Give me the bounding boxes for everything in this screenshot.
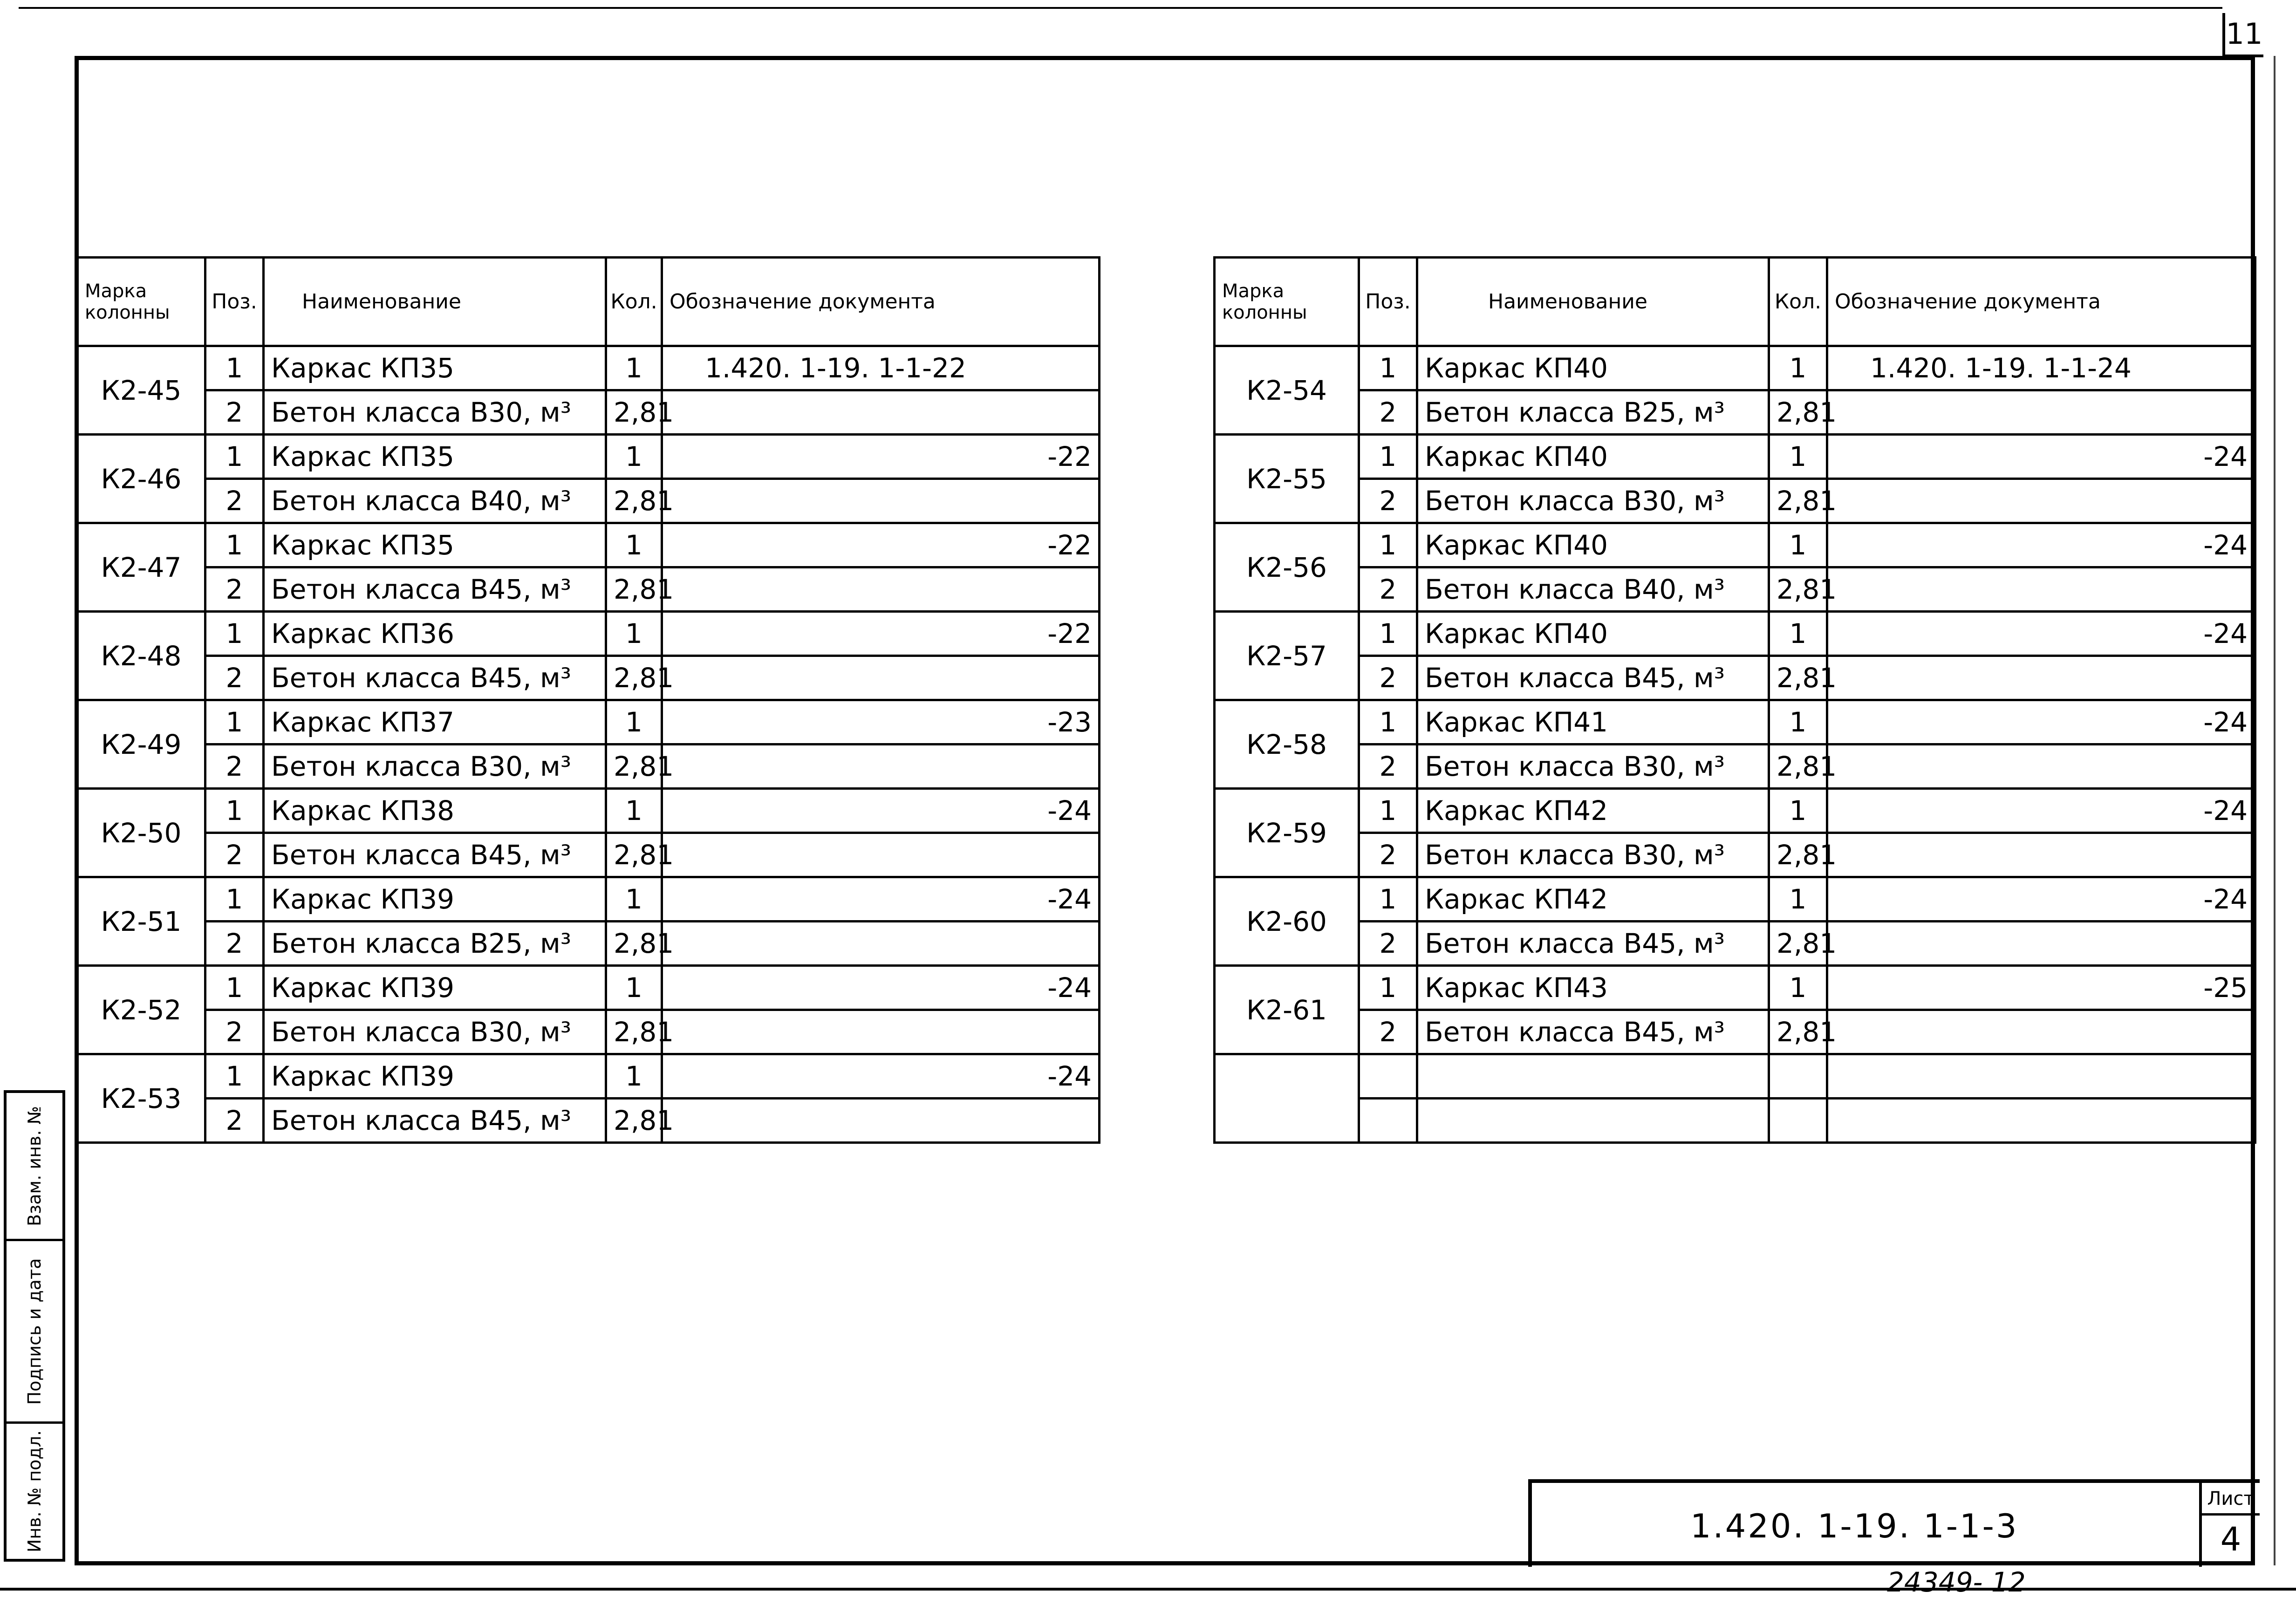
document-reference: -24	[1827, 789, 2255, 833]
column-mark: К2-53	[77, 1054, 205, 1143]
header-name: Наименование	[1417, 258, 1769, 346]
quantity: 1	[606, 523, 662, 567]
position-number: 2	[1359, 744, 1417, 789]
position-number: 1	[205, 346, 264, 390]
column-mark: К2-54	[1215, 346, 1359, 435]
quantity: 1	[1769, 966, 1827, 1010]
column-mark: К2-56	[1215, 523, 1359, 612]
quantity: 1	[1769, 700, 1827, 744]
quantity: 1	[1769, 346, 1827, 390]
document-reference	[662, 1099, 1100, 1143]
table-row	[1215, 789, 2255, 833]
side-stamp	[4, 1090, 65, 1562]
item-name: Бетон класса В45, м³	[264, 833, 606, 877]
item-name: Каркас КП39	[264, 966, 606, 1010]
table-row	[77, 656, 1100, 700]
table-row	[77, 700, 1100, 744]
item-name: Бетон класса В45, м³	[264, 1099, 606, 1143]
table-row	[1215, 523, 2255, 567]
quantity: 2,81	[1769, 922, 1827, 966]
quantity: 2,81	[606, 479, 662, 523]
position-number: 1	[205, 435, 264, 479]
table-row	[1215, 833, 2255, 877]
position-number: 1	[205, 966, 264, 1010]
position-number: 1	[205, 1054, 264, 1099]
header-mark: Марка колонны	[77, 258, 205, 346]
position-number: 2	[1359, 390, 1417, 435]
table-row	[77, 789, 1100, 833]
document-reference	[662, 567, 1100, 612]
position-number: 1	[1359, 523, 1417, 567]
quantity: 1	[606, 789, 662, 833]
quantity: 2,81	[1769, 744, 1827, 789]
table-row	[77, 744, 1100, 789]
position-number: 2	[205, 479, 264, 523]
quantity: 1	[1769, 612, 1827, 656]
position-number: 1	[1359, 789, 1417, 833]
top-border-line	[19, 7, 2222, 9]
item-name: Бетон класса В45, м³	[264, 567, 606, 612]
table-row	[1215, 1010, 2255, 1054]
document-reference	[662, 922, 1100, 966]
title-block	[1528, 1479, 2260, 1567]
stamp-cell-signature-date	[7, 1241, 62, 1424]
quantity: 1	[606, 346, 662, 390]
document-reference	[1827, 390, 2255, 435]
item-name: Каркас КП35	[264, 523, 606, 567]
item-name: Каркас КП35	[264, 435, 606, 479]
item-name: Бетон класса В30, м³	[264, 744, 606, 789]
quantity: 1	[606, 700, 662, 744]
table-row	[77, 1099, 1100, 1143]
column-mark: К2-49	[77, 700, 205, 789]
item-name: Каркас КП43	[1417, 966, 1769, 1010]
position-number: 2	[1359, 656, 1417, 700]
document-reference	[1827, 744, 2255, 789]
item-name: Бетон класса В45, м³	[1417, 1010, 1769, 1054]
quantity: 2,81	[606, 1010, 662, 1054]
quantity: 2,81	[1769, 656, 1827, 700]
position-number: 1	[205, 877, 264, 922]
item-name: Бетон класса В45, м³	[1417, 922, 1769, 966]
document-reference: -23	[662, 700, 1100, 744]
item-name: Каркас КП40	[1417, 346, 1769, 390]
position-number: 2	[205, 1010, 264, 1054]
document-reference	[1827, 1099, 2255, 1143]
item-name: Бетон класса В30, м³	[264, 1010, 606, 1054]
position-number: 1	[1359, 435, 1417, 479]
column-mark: К2-45	[77, 346, 205, 435]
item-name: Каркас КП42	[1417, 789, 1769, 833]
document-reference	[662, 656, 1100, 700]
quantity: 2,81	[1769, 390, 1827, 435]
header-doc: Обозначение документа	[662, 258, 1100, 346]
header-qty: Кол.	[606, 258, 662, 346]
position-number: 1	[1359, 700, 1417, 744]
quantity: 2,81	[606, 1099, 662, 1143]
item-name	[1417, 1099, 1769, 1143]
document-reference: 1.420. 1-19. 1-1-24	[1827, 346, 2255, 390]
table-row	[77, 479, 1100, 523]
item-name: Бетон класса В30, м³	[1417, 833, 1769, 877]
quantity	[1769, 1054, 1827, 1099]
item-name: Бетон класса В25, м³	[1417, 390, 1769, 435]
stamp-cell-replaces-inv	[7, 1093, 62, 1241]
table-row	[77, 567, 1100, 612]
quantity: 1	[1769, 789, 1827, 833]
right-margin-line	[2274, 56, 2276, 1565]
table-row	[77, 523, 1100, 567]
document-reference	[1827, 567, 2255, 612]
document-reference	[662, 479, 1100, 523]
item-name: Бетон класса В30, м³	[264, 390, 606, 435]
column-mark: К2-52	[77, 966, 205, 1054]
document-reference	[662, 833, 1100, 877]
table-row	[77, 390, 1100, 435]
document-reference	[1827, 479, 2255, 523]
bottom-border-line	[0, 1588, 2296, 1591]
sheet-box	[2199, 1483, 2260, 1567]
header-doc: Обозначение документа	[1827, 258, 2255, 346]
document-reference	[1827, 656, 2255, 700]
document-reference	[1827, 1010, 2255, 1054]
position-number: 2	[1359, 567, 1417, 612]
table-row	[77, 966, 1100, 1010]
table-row	[1215, 877, 2255, 922]
quantity: 1	[606, 877, 662, 922]
table-row	[1215, 390, 2255, 435]
header-qty: Кол.	[1769, 258, 1827, 346]
column-mark: К2-57	[1215, 612, 1359, 700]
column-mark: К2-60	[1215, 877, 1359, 966]
item-name: Каркас КП39	[264, 1054, 606, 1099]
position-number: 2	[205, 833, 264, 877]
table-row	[1215, 1054, 2255, 1099]
table-row	[77, 612, 1100, 656]
stamp-inv-no: Инв. № подл.	[24, 1430, 45, 1553]
position-number: 2	[205, 390, 264, 435]
column-mark: К2-47	[77, 523, 205, 612]
position-number: 1	[205, 612, 264, 656]
column-mark: К2-50	[77, 789, 205, 877]
sheet-label: Лист	[2202, 1483, 2260, 1516]
document-reference	[662, 744, 1100, 789]
quantity: 2,81	[606, 922, 662, 966]
table-row	[77, 1054, 1100, 1099]
item-name: Каркас КП40	[1417, 435, 1769, 479]
document-reference: 1.420. 1-19. 1-1-22	[662, 346, 1100, 390]
position-number: 2	[1359, 1010, 1417, 1054]
header-pos: Поз.	[1359, 258, 1417, 346]
document-reference: -24	[662, 1054, 1100, 1099]
position-number: 2	[1359, 833, 1417, 877]
table-row	[77, 1010, 1100, 1054]
quantity: 2,81	[1769, 833, 1827, 877]
document-reference: -24	[662, 877, 1100, 922]
item-name: Каркас КП38	[264, 789, 606, 833]
document-code: 1.420. 1-19. 1-1-3	[1690, 1507, 2019, 1545]
table-row	[77, 346, 1100, 390]
position-number: 2	[205, 1099, 264, 1143]
document-reference	[1827, 922, 2255, 966]
item-name: Каркас КП36	[264, 612, 606, 656]
table-row	[1215, 744, 2255, 789]
quantity: 2,81	[1769, 567, 1827, 612]
table-row	[1215, 1099, 2255, 1143]
sheet-number: 4	[2220, 1520, 2241, 1558]
item-name: Каркас КП40	[1417, 523, 1769, 567]
position-number	[1359, 1099, 1417, 1143]
position-number: 1	[1359, 877, 1417, 922]
column-mark	[1215, 1054, 1359, 1143]
item-name: Каркас КП37	[264, 700, 606, 744]
quantity: 2,81	[606, 656, 662, 700]
column-mark: К2-59	[1215, 789, 1359, 877]
document-reference	[1827, 1054, 2255, 1099]
quantity: 1	[1769, 435, 1827, 479]
item-name: Бетон класса В40, м³	[264, 479, 606, 523]
table-row	[1215, 567, 2255, 612]
column-mark: К2-58	[1215, 700, 1359, 789]
page-number: 11	[2222, 13, 2263, 57]
table-row	[1215, 922, 2255, 966]
document-reference: -24	[1827, 523, 2255, 567]
document-reference: -24	[1827, 877, 2255, 922]
quantity: 1	[1769, 523, 1827, 567]
item-name: Каркас КП35	[264, 346, 606, 390]
position-number: 2	[205, 922, 264, 966]
table-row	[1215, 656, 2255, 700]
table-row	[77, 877, 1100, 922]
quantity: 2,81	[606, 833, 662, 877]
quantity: 2,81	[1769, 479, 1827, 523]
item-name: Каркас КП41	[1417, 700, 1769, 744]
quantity: 1	[606, 612, 662, 656]
document-reference: -22	[662, 612, 1100, 656]
item-name: Бетон класса В30, м³	[1417, 479, 1769, 523]
archive-number: 24349- 12	[1887, 1566, 2026, 1598]
position-number: 1	[1359, 612, 1417, 656]
table-row	[77, 833, 1100, 877]
column-mark: К2-48	[77, 612, 205, 700]
document-reference	[1827, 833, 2255, 877]
document-reference	[662, 1010, 1100, 1054]
item-name: Бетон класса В45, м³	[1417, 656, 1769, 700]
item-name: Бетон класса В30, м³	[1417, 744, 1769, 789]
position-number: 1	[1359, 346, 1417, 390]
table-row	[1215, 966, 2255, 1010]
document-reference: -24	[662, 789, 1100, 833]
table-row	[1215, 479, 2255, 523]
quantity: 2,81	[606, 390, 662, 435]
position-number: 2	[1359, 479, 1417, 523]
item-name: Бетон класса В45, м³	[264, 656, 606, 700]
document-reference	[662, 390, 1100, 435]
position-number: 2	[1359, 922, 1417, 966]
item-name: Каркас КП42	[1417, 877, 1769, 922]
left-specification-table	[76, 256, 1100, 1144]
quantity: 1	[1769, 877, 1827, 922]
position-number: 1	[205, 789, 264, 833]
document-reference: -25	[1827, 966, 2255, 1010]
table-row	[1215, 435, 2255, 479]
document-reference: -24	[662, 966, 1100, 1010]
item-name	[1417, 1054, 1769, 1099]
stamp-replaces-inv: Взам. инв. №	[24, 1106, 45, 1226]
column-mark: К2-61	[1215, 966, 1359, 1054]
quantity: 1	[606, 435, 662, 479]
column-mark: К2-46	[77, 435, 205, 523]
column-mark: К2-51	[77, 877, 205, 966]
item-name: Бетон класса В40, м³	[1417, 567, 1769, 612]
right-specification-table	[1213, 256, 2256, 1144]
position-number: 2	[205, 744, 264, 789]
header-name: Наименование	[264, 258, 606, 346]
table-row	[1215, 346, 2255, 390]
header-mark: Марка колонны	[1215, 258, 1359, 346]
document-reference: -22	[662, 523, 1100, 567]
header-pos: Поз.	[205, 258, 264, 346]
document-reference: -24	[1827, 700, 2255, 744]
position-number: 1	[205, 700, 264, 744]
column-mark: К2-55	[1215, 435, 1359, 523]
stamp-cell-inv-no	[7, 1424, 62, 1559]
position-number	[1359, 1054, 1417, 1099]
item-name: Каркас КП39	[264, 877, 606, 922]
quantity: 2,81	[606, 567, 662, 612]
quantity: 2,81	[1769, 1010, 1827, 1054]
table-row	[77, 435, 1100, 479]
item-name: Каркас КП40	[1417, 612, 1769, 656]
table-row	[1215, 700, 2255, 744]
position-number: 1	[1359, 966, 1417, 1010]
position-number: 1	[205, 523, 264, 567]
quantity: 1	[606, 1054, 662, 1099]
position-number: 2	[205, 567, 264, 612]
quantity: 1	[606, 966, 662, 1010]
stamp-signature-date: Подпись и дата	[24, 1258, 45, 1405]
document-reference: -24	[1827, 612, 2255, 656]
table-row	[77, 922, 1100, 966]
quantity: 2,81	[606, 744, 662, 789]
document-reference: -24	[1827, 435, 2255, 479]
document-reference: -22	[662, 435, 1100, 479]
item-name: Бетон класса В25, м³	[264, 922, 606, 966]
table-row	[1215, 612, 2255, 656]
position-number: 2	[205, 656, 264, 700]
quantity	[1769, 1099, 1827, 1143]
